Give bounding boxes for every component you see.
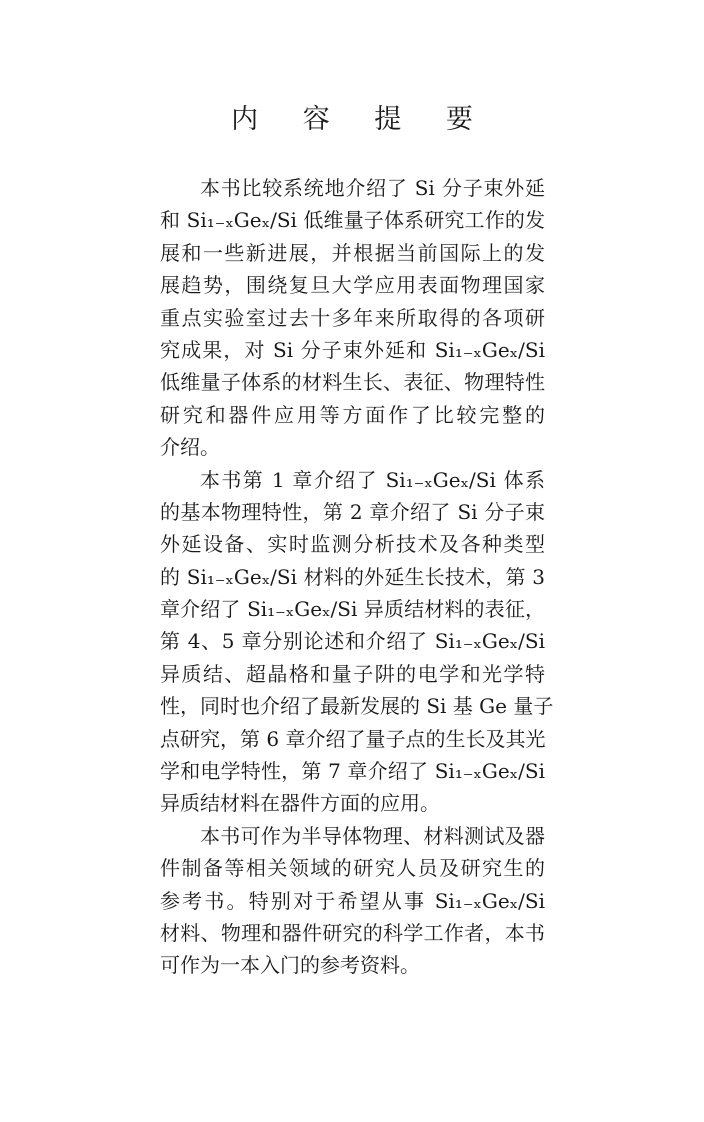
text-line: 展趋势，围绕复旦大学应用表面物理国家 bbox=[160, 273, 545, 298]
text-line: 介绍。 bbox=[160, 435, 220, 460]
text-line: 可作为一本入门的参考资料。 bbox=[160, 953, 420, 978]
text-line: 异质结、超晶格和量子阱的电学和光学特 bbox=[160, 661, 545, 686]
text-line: 外延设备、实时监测分析技术及各种类型 bbox=[160, 532, 545, 557]
summary-text bbox=[160, 172, 554, 982]
text-line: 材料、物理和器件研究的科学工作者，本书 bbox=[160, 920, 545, 945]
text-line: 章介绍了 Si₁₋ₓGeₓ/Si 异质结材料的表征， bbox=[160, 597, 545, 622]
page-title: 内 容 提 要 bbox=[231, 104, 491, 135]
text-line: 本书第 1 章介绍了 Si₁₋ₓGeₓ/Si 体系 bbox=[200, 467, 545, 492]
text-line: 异质结材料在器件方面的应用。 bbox=[160, 791, 440, 816]
text-line: 展和一些新进展，并根据当前国际上的发 bbox=[160, 240, 545, 265]
text-line: 性，同时也介绍了最新发展的 Si 基 Ge 量子 bbox=[160, 694, 554, 719]
text-line: 的基本物理特性，第 2 章介绍了 Si 分子束 bbox=[160, 499, 545, 524]
text-line: 第 4、5 章分别论述和介绍了 Si₁₋ₓGeₓ/Si bbox=[160, 629, 545, 654]
text-line: 本书可作为半导体物理、材料测试及器 bbox=[200, 823, 545, 848]
text-line: 点研究，第 6 章介绍了量子点的生长及其光 bbox=[160, 726, 546, 751]
text-line: 件制备等相关领域的研究人员及研究生的 bbox=[160, 856, 545, 881]
text-line: 究成果，对 Si 分子束外延和 Si₁₋ₓGeₓ/Si bbox=[160, 337, 545, 362]
text-line: 参考书。特别对于希望从事 Si₁₋ₓGeₓ/Si bbox=[160, 888, 545, 913]
text-line: 低维量子体系的材料生长、表征、物理特性 bbox=[160, 370, 545, 395]
text-line: 学和电学特性，第 7 章介绍了 Si₁₋ₓGeₓ/Si bbox=[160, 759, 545, 784]
text-line: 的 Si₁₋ₓGeₓ/Si 材料的外延生长技术，第 3 bbox=[160, 564, 545, 589]
text-line: 本书比较系统地介绍了 Si 分子束外延 bbox=[200, 176, 545, 200]
text-line: 研究和器件应用等方面作了比较完整的 bbox=[160, 402, 545, 427]
text-line: 和 Si₁₋ₓGeₓ/Si 低维量子体系研究工作的发 bbox=[160, 208, 545, 233]
text-line: 重点实验室过去十多年来所取得的各项研 bbox=[160, 305, 545, 330]
